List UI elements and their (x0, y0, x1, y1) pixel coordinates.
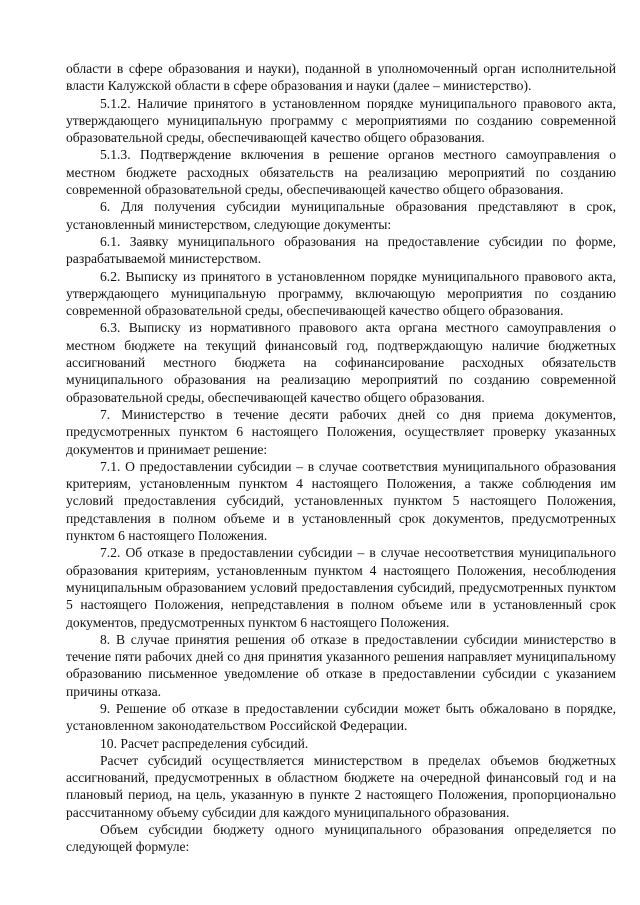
paragraph-formula-intro: Объем субсидии бюджету одного муниципального образования определяется по следующей формуле: (66, 822, 616, 855)
document-page (66, 60, 616, 856)
paragraph-5-1-3: 5.1.3. Подтверждение включения в решение органов местного самоуправления о местном бюджете расходных обязательств на реализацию мероприятий по созданию современной образовательной среды, обеспечивающей качество общего образования. (66, 147, 616, 198)
paragraph-6-2: 6.2. Выписку из принятого в установленном порядке муниципального правового акта, утверждающего муниципальную программу, включающую мероприятия по созданию современной образовательной среды, обеспечивающей качество общего образования. (66, 268, 616, 319)
paragraph-calculation: Расчет субсидий осуществляется министерством в пределах объемов бюджетных ассигнований, предусмотренных в областном бюджете на очередной финансовый год и на плановый период, на цель, указанную в пункте 2 настоящего Положения, пропорционально рассчитанному объему субсидии для каждого муниципального образования. (66, 752, 616, 820)
paragraph-6-1: 6.1. Заявку муниципального образования на предоставление субсидии по форме, разрабатываемой министерством. (66, 233, 616, 267)
paragraph-8: 8. В случае принятия решения об отказе в предоставлении субсидии министерство в течение пяти рабочих дней со дня принятия указанного решения направляет муниципальному образованию письменное уведомление об отказе в предоставлении субсидии с указанием причины отказа. (66, 631, 616, 699)
paragraph-continuation: области в сфере образования и науки), поданной в уполномоченный орган исполнительной власти Калужской области в сфере образования и науки (далее – министерство). (66, 61, 616, 94)
paragraph-6-3: 6.3. Выписку из нормативного правового акта органа местного самоуправления о местном бюджете на текущий финансовый год, подтверждающую наличие бюджетных ассигнований местного бюджета на софинансирование расходных обязательств муниципального образования на реализацию мероприятий по созданию современной образовательной среды, обеспечивающей качество общего образования. (66, 320, 616, 405)
paragraph-7-1: 7.1. О предоставлении субсидии – в случае соответствия муниципального образования критериям, установленным пунктом 4 настоящего Положения, а также соблюдения им условий предоставления субсидий, установленных пунктом 5 настоящего Положения, представления в полном объеме и в установленный срок документов, предусмотренных пунктом 6 настоящего Положения. (66, 458, 616, 544)
paragraph-7-2: 7.2. Об отказе в предоставлении субсидии – в случае несоответствия муниципального образования критериям, установленным пунктом 4 настоящего Положения, несоблюдения муниципальным образованием условий предоставления субсидий, предусмотренных пунктом 5 настоящего Положения, непредставления в полном объеме или в установленный срок документов, предусмотренных пунктом 6 настоящего Положения. (66, 545, 616, 630)
paragraph-6: 6. Для получения субсидии муниципальные образования представляют в срок, установленный министерством, следующие документы: (66, 199, 616, 232)
paragraph-7: 7. Министерство в течение десяти рабочих дней со дня приема документов, предусмотренных пунктом 6 настоящего Положения, осуществляет проверку указанных документов и принимает решение: (66, 406, 616, 457)
paragraph-9: 9. Решение об отказе в предоставлении субсидии может быть обжаловано в порядке, установленном законодательством Российской Федерации. (66, 700, 616, 734)
paragraph-10-heading: 10. Расчет распределения субсидий. (100, 735, 309, 751)
paragraph-5-1-2: 5.1.2. Наличие принятого в установленном порядке муниципального правового акта, утверждающего муниципальную программу с мероприятиями по созданию современной образовательной среды, обеспечивающей качество общего образования. (66, 95, 616, 146)
